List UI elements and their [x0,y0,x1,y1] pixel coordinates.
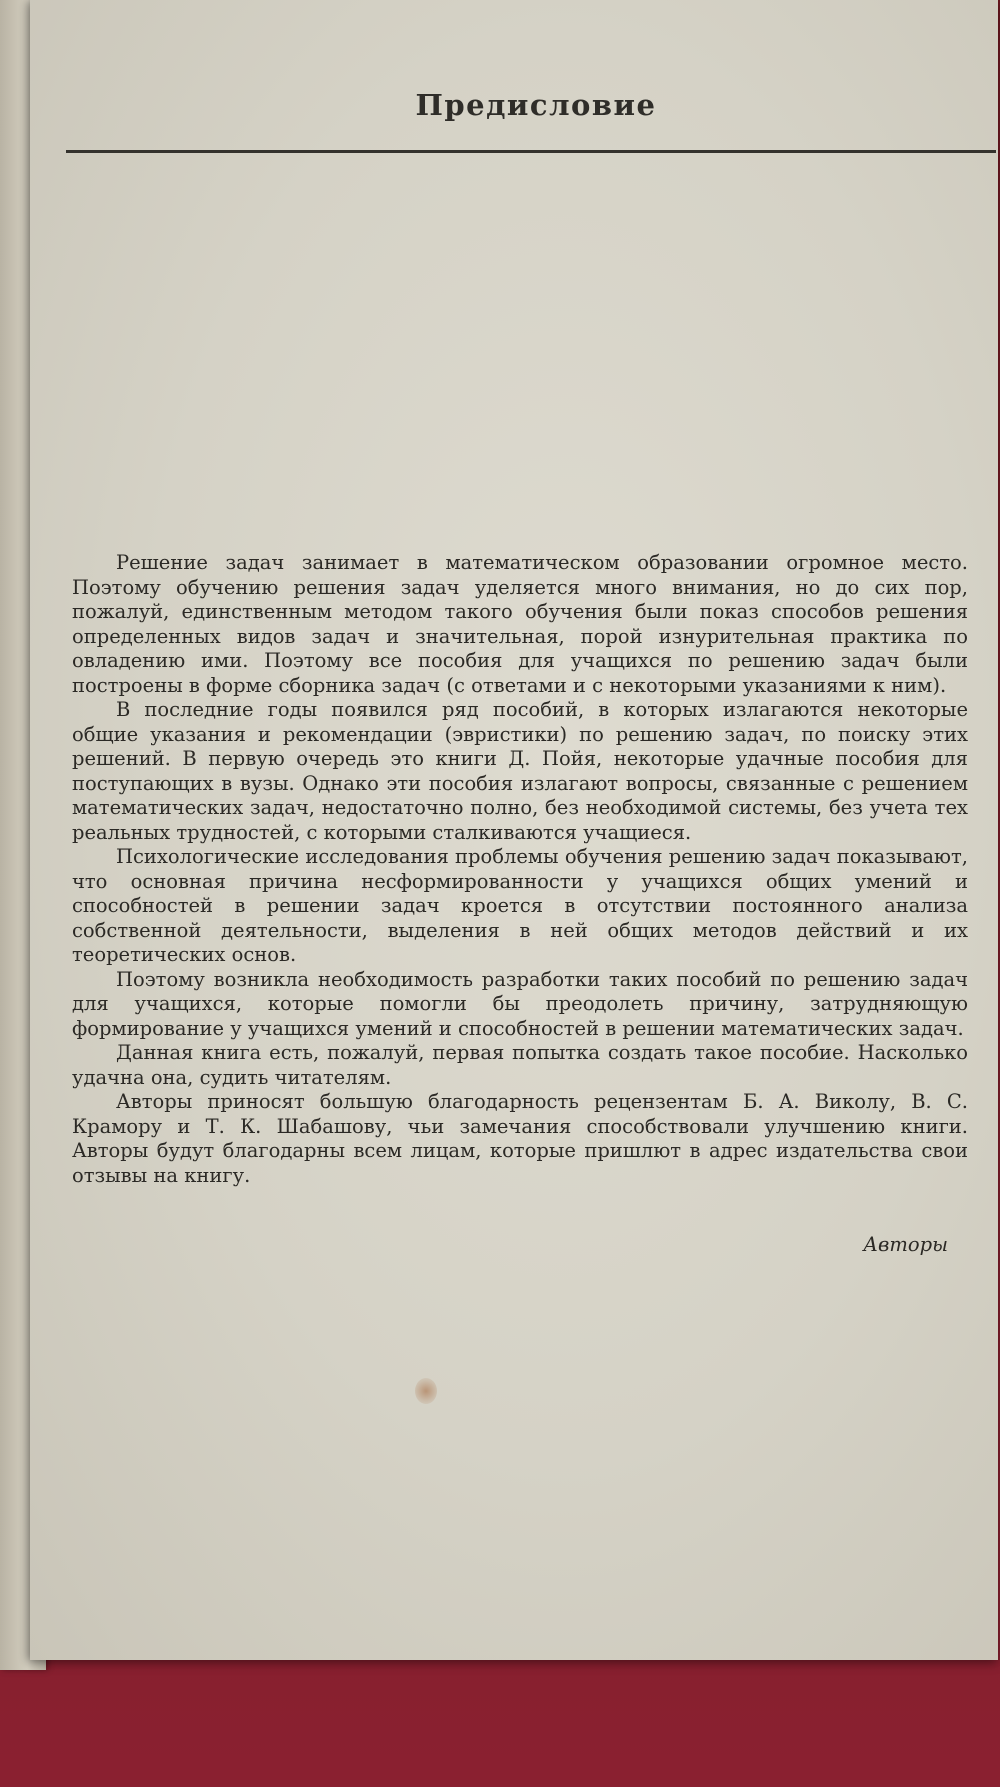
paragraph-3: Психологические исследования проблемы обучения решению задач показывают, что основная причина несформированности у учащихся общих умений и способностей в решении задач кроется в отсутствии постоянного анализа собственной деятельности, выделения в ней общих методов действий и их теоретических основ. [72,845,968,966]
paragraph-1: Решение задач занимает в математическом образовании огромное место. Поэтому обучению решения задач уделяется много внимания, но до сих пор, пожалуй, единственным методом такого обучения были показ способов решения определенных видов задач и значительная, порой изнурительная практика по овладению ими. Поэтому все пособия для учащихся по решению задач были построены в форме сборника задач (с ответами и с некоторыми указаниями к ним). [72,551,968,697]
paragraph-5: Данная книга есть, пожалуй, первая попытка создать такое пособие. Насколько удачна она, судить читателям. [72,1041,968,1089]
title-rule [66,150,996,153]
signature: Авторы [863,1233,948,1256]
page-title: Предисловие [415,88,657,122]
paragraph-4: Поэтому возникла необходимость разработки таких пособий по решению задач для учащихся, которые помогли бы преодолеть причину, затрудняющую формирование у учащихся умений и способностей в решении математических задач. [72,967,968,1040]
paragraph-2: В последние годы появился ряд пособий, в которых излагаются некоторые общие указания и рекомендации (эвристики) по решению задач, по поиску этих решений. В первую очередь это книги Д. Пойя, некоторые удачные пособия для поступающих в вузы. Однако эти пособия излагают вопросы, связанные с решением математических задач, недостаточно полно, без необходимой системы, без учета тех реальных трудностей, с которыми сталкиваются учащиеся. [72,698,968,844]
paragraph-6: Авторы приносят большую благодарность рецензентам Б. А. Виколу, В. С. Крамору и Т. К. Шабашову, чьи замечания способствовали улучшению книги. Авторы будут благодарны всем лицам, которые пришлют в адрес издательства свои отзывы на книгу. [72,1090,968,1187]
preface-text [72,551,968,1188]
paper-stain [415,1378,437,1404]
book-page [30,0,998,1660]
